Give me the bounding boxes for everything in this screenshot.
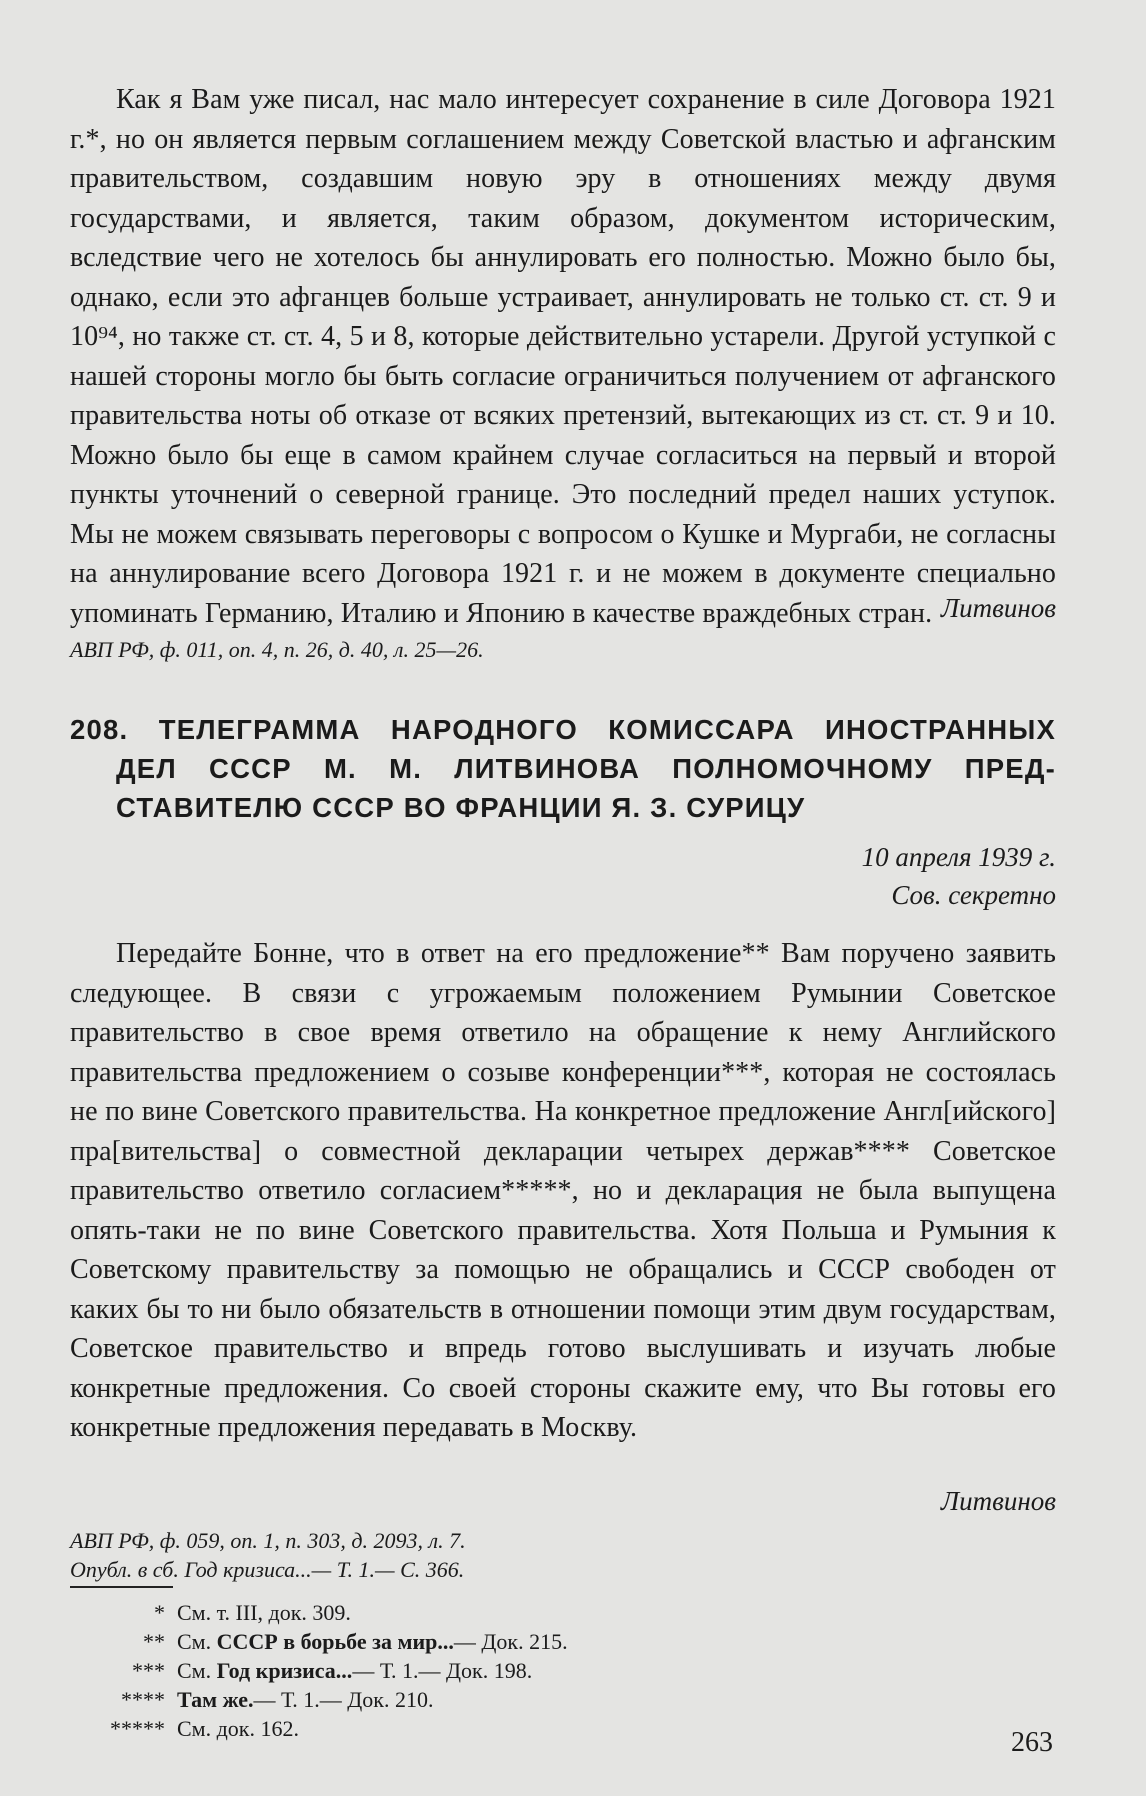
footnote-mark: **	[143, 1629, 165, 1654]
previous-letter-archive-ref: АВП РФ, ф. 011, оп. 4, п. 26, д. 40, л. 25—26.	[70, 637, 484, 662]
footnote-mark: *	[154, 1600, 165, 1625]
previous-letter-text	[70, 80, 1056, 633]
footnote-text: — Т. 1.— Док. 198.	[352, 1658, 533, 1683]
document-title-line-1: 208. ТЕЛЕГРАММА НАРОДНОГО КОМИССАРА ИНОСТРАННЫХ	[70, 714, 1056, 745]
footnote-item	[70, 1656, 568, 1685]
footnote-mark: ****	[121, 1687, 165, 1712]
document-date: 10 апреля 1939 г.	[861, 842, 1056, 872]
previous-letter-paragraph: Как я Вам уже писал, нас мало интересует сохранение в силе Договора 1921 г.*, но он является первым соглашением между Советской властью и афганским правительством, создавшим новую эру в отношениях между двумя государствами, и является, таким образом, документом историческим, вследствие чего не хотелось бы аннулировать его полностью. Можно было бы, однако, если это афганцев больше устраивает, аннулировать не только ст. ст. 9 и 10⁹⁴, но также ст. ст. 4, 5 и 8, которые действительно устарели. Другой уступкой с нашей стороны могло бы быть согласие ограничиться получением от афганского правительства ноты об отказе от всяких претензий, вытекающих из ст. ст. 9 и 10. Можно было бы еще в самом крайнем случае согласиться на первый и второй пункты уточнений о северной границе. Это последний предел наших уступок. Мы не можем связывать переговоры с вопросом о Кушке и Мургаби, не согласны на аннулирование всего Договора 1921 г. и не можем в документе специально упоминать Германию, Италию и Японию в качестве враждебных стран.	[70, 84, 1056, 629]
footnote-prefix: См.	[177, 1658, 217, 1683]
document-publication-ref: Опубл. в сб. Год кризиса...— Т. 1.— С. 366.	[70, 1557, 465, 1582]
footnote-mark: *****	[110, 1716, 165, 1741]
document-body	[70, 934, 1056, 1448]
footnote-text: — Т. 1.— Док. 210.	[253, 1687, 434, 1712]
footnote-text: См. док. 162.	[177, 1716, 299, 1741]
document-archive-ref: АВП РФ, ф. 059, оп. 1, п. 303, д. 2093, л. 7.	[70, 1528, 466, 1553]
footnote-separator	[70, 1586, 173, 1588]
footnote-item	[70, 1627, 568, 1656]
footnote-item	[70, 1598, 568, 1627]
document-body-paragraph: Передайте Бонне, что в ответ на его предложение** Вам поручено заявить следующее. В связи с угрожаемым положением Румынии Советское правительство в свое время ответило на обращение к нему Английского правительства предложением о созыве конференции***, которая не состоялась не по вине Советского правительства. На конкретное предложение Англ[ийского] пра[вительства] о совместной декларации четырех держав**** Советское правительство ответило согласием*****, но и декларация не была выпущена опять-таки не по вине Советского правительства. Хотя Польша и Румыния к Советскому правительству за помощью не обращались и СССР свободен от каких бы то ни было обязательств в отношении помощи этим двум государствам, Советское правительство и впредь готово выслушивать и изучать любые конкретные предложения. Со своей стороны скажите ему, что Вы готовы его конкретные предложения передавать в Москву.	[70, 938, 1056, 1443]
footnote-text: См. т. III, док. 309.	[177, 1600, 351, 1625]
document-archive-refs	[70, 1526, 466, 1584]
footnote-source-title: Там же.	[177, 1687, 254, 1712]
document-title-line-3: СТАВИТЕЛЮ СССР ВО ФРАНЦИИ Я. З. СУРИЦУ	[116, 792, 806, 823]
document-signature: Литвинов	[940, 1486, 1056, 1516]
footnote-text: — Док. 215.	[453, 1629, 568, 1654]
document-title	[70, 710, 1056, 827]
footnote-item	[70, 1685, 568, 1714]
footnote-prefix: См.	[177, 1629, 217, 1654]
footnote-mark: ***	[132, 1658, 165, 1683]
document-classification: Сов. секретно	[891, 880, 1056, 910]
document-dateline	[862, 838, 1056, 914]
footnote-item	[70, 1714, 568, 1743]
document-title-line-2: ДЕЛ СССР М. М. ЛИТВИНОВА ПОЛНОМОЧНОМУ ПРЕД-	[116, 753, 1056, 784]
footnote-source-title: Год кризиса...	[216, 1658, 353, 1683]
previous-letter-signature: Литвинов	[940, 593, 1056, 623]
footnotes	[70, 1598, 568, 1743]
page-number: 263	[1011, 1727, 1053, 1758]
footnote-source-title: СССР в борьбе за мир...	[216, 1629, 454, 1654]
